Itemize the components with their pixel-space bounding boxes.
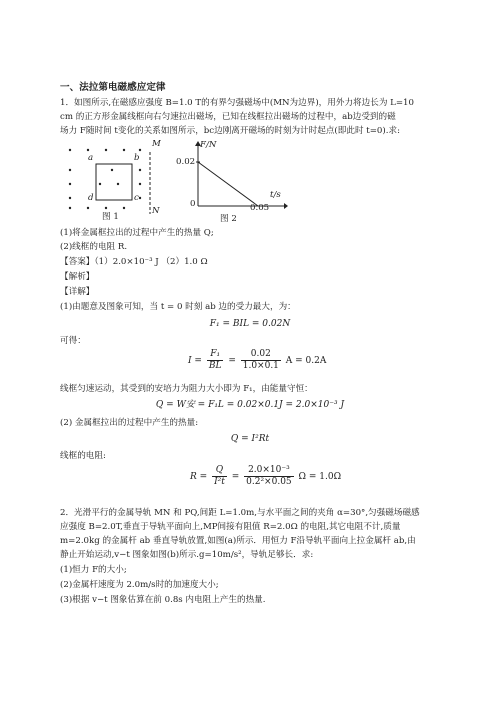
eq2-fraction-1 xyxy=(207,349,224,372)
q1-line-2: cm 的正方形金属线框向右匀速拉出磁场，已知在线框拉出磁场的过程中，ab边受到的磁 xyxy=(60,112,396,122)
q2-line-4: 静止开始运动,v−t 图象如图(b)所示.g=10m/s²，导轨足够长．求: xyxy=(60,550,314,560)
q2-sub-question-1: (1)恒力 F的大小; xyxy=(60,565,127,575)
eq2-numerator-2: 0.02 xyxy=(241,349,281,361)
eq2-numerator-1: F₁ xyxy=(207,349,224,361)
fig1-label-m: M xyxy=(152,139,161,149)
eq5-equals: = xyxy=(231,472,240,482)
fig1-caption: 图 1 xyxy=(102,212,119,222)
square-frame xyxy=(96,164,132,200)
q1-answer: 【答案】（1）2.0×10⁻³ J （2）1.0 Ω xyxy=(60,257,208,267)
fig1-label-n: N xyxy=(152,206,160,216)
q2-sub-question-3: (3)根据 v−t 图象估算在前 0.8s 内电阻上产生的热量. xyxy=(60,595,266,605)
q1-detail-text-4: (2) 金属框拉出的过程中产生的热量: xyxy=(60,418,199,428)
fig2-x-tick: 0.05 xyxy=(250,203,270,213)
section-title: 一、法拉第电磁感应定律 xyxy=(60,82,166,93)
eq5-numerator-2: 2.0×10⁻³ xyxy=(244,465,294,477)
q2-sub-question-2: (2)金属杆速度为 2.0m/s时的加速度大小; xyxy=(60,580,219,590)
q2-line-1: 2．光滑平行的金属导轨 MN 和 PQ,间距 L=1.0m,与水平面之间的夹角 α=30°,匀强磁场磁感 xyxy=(60,508,420,518)
force-line xyxy=(198,162,258,206)
equation-heat: Q = W安 = F₁L = 0.02×0.1J = 2.0×10⁻³ J xyxy=(155,400,345,410)
eq2-denominator-2: 1.0×0.1 xyxy=(242,361,279,371)
eq5-denominator-2: 0.2²×0.05 xyxy=(246,477,292,487)
equation-resistance xyxy=(190,465,341,495)
fig1-label-b: b xyxy=(134,153,140,163)
eq2-denominator-1: BL xyxy=(208,361,222,371)
x-axis-arrow xyxy=(284,203,288,209)
fig1-label-a: a xyxy=(88,153,94,163)
fig1-label-c: c xyxy=(134,193,139,203)
fig2-origin: 0 xyxy=(190,199,196,209)
eq2-fraction-2 xyxy=(241,349,281,372)
eq5-numerator-1: Q xyxy=(212,465,227,477)
eq5-denominator-1: I²t xyxy=(214,477,225,487)
equation-current xyxy=(188,349,326,379)
equation-force: F₁ = BIL = 0.02N xyxy=(209,319,291,329)
eq2-rhs: A = 0.2A xyxy=(285,356,327,366)
fig2-ylabel: F/N xyxy=(200,140,217,150)
eq5-rhs: Ω = 1.0Ω xyxy=(298,472,342,482)
fig2-y-tick: 0.02 xyxy=(176,157,196,167)
fig1-label-d: d xyxy=(88,193,94,203)
eq5-lhs: R = xyxy=(190,472,208,482)
equation-joule: Q = I²Rt xyxy=(230,434,270,444)
q1-detail-text-2: 可得： xyxy=(60,336,86,346)
q1-line-1: 1．如图所示,在磁感应强度 B=1.0 T的有界匀强磁场中(MN为边界)，用外力将边长为 L=10 xyxy=(60,98,414,108)
fig2-caption: 图 2 xyxy=(220,214,237,224)
eq5-fraction-2 xyxy=(244,465,294,488)
q1-analysis-heading: 【解析】 xyxy=(60,272,95,282)
q1-detail-text-5: 线框的电阻: xyxy=(60,451,106,461)
q1-detail-text-1: (1)由题意及图象可知，当 t = 0 时刻 ab 边的受力最大，为： xyxy=(60,302,296,312)
q1-detail-text-3: 线框匀速运动，其受到的安培力为阻力大小即为 F₁，由能量守恒： xyxy=(60,384,313,394)
q2-line-2: 应强度 B=2.0T,垂直于导轨平面向上,MP间接有阻值 R=2.0Ω 的电阻,其它电阻不计,质量 xyxy=(60,522,401,532)
eq2-equals: = xyxy=(228,356,236,366)
q1-detail-heading: 【详解】 xyxy=(60,287,95,297)
q1-line-3: 场力 F随时间 t变化的关系如图所示，bc边刚离开磁场的时刻为计时起点(即此时 t=0).求: xyxy=(60,126,400,136)
eq5-fraction-1 xyxy=(212,465,227,488)
q2-line-3: m=2.0kg 的金属杆 ab 垂直导轨放置,如图(a)所示．用恒力 F沿导轨平面向上拉金属杆 ab,由 xyxy=(60,536,416,546)
eq2-lhs: I = xyxy=(188,356,202,366)
q1-sub-question-2: (2)线框的电阻 R. xyxy=(60,242,128,252)
fig2-xlabel: t/s xyxy=(270,190,281,200)
q1-sub-question-1: (1)将金属框拉出的过程中产生的热量 Q; xyxy=(60,228,214,238)
